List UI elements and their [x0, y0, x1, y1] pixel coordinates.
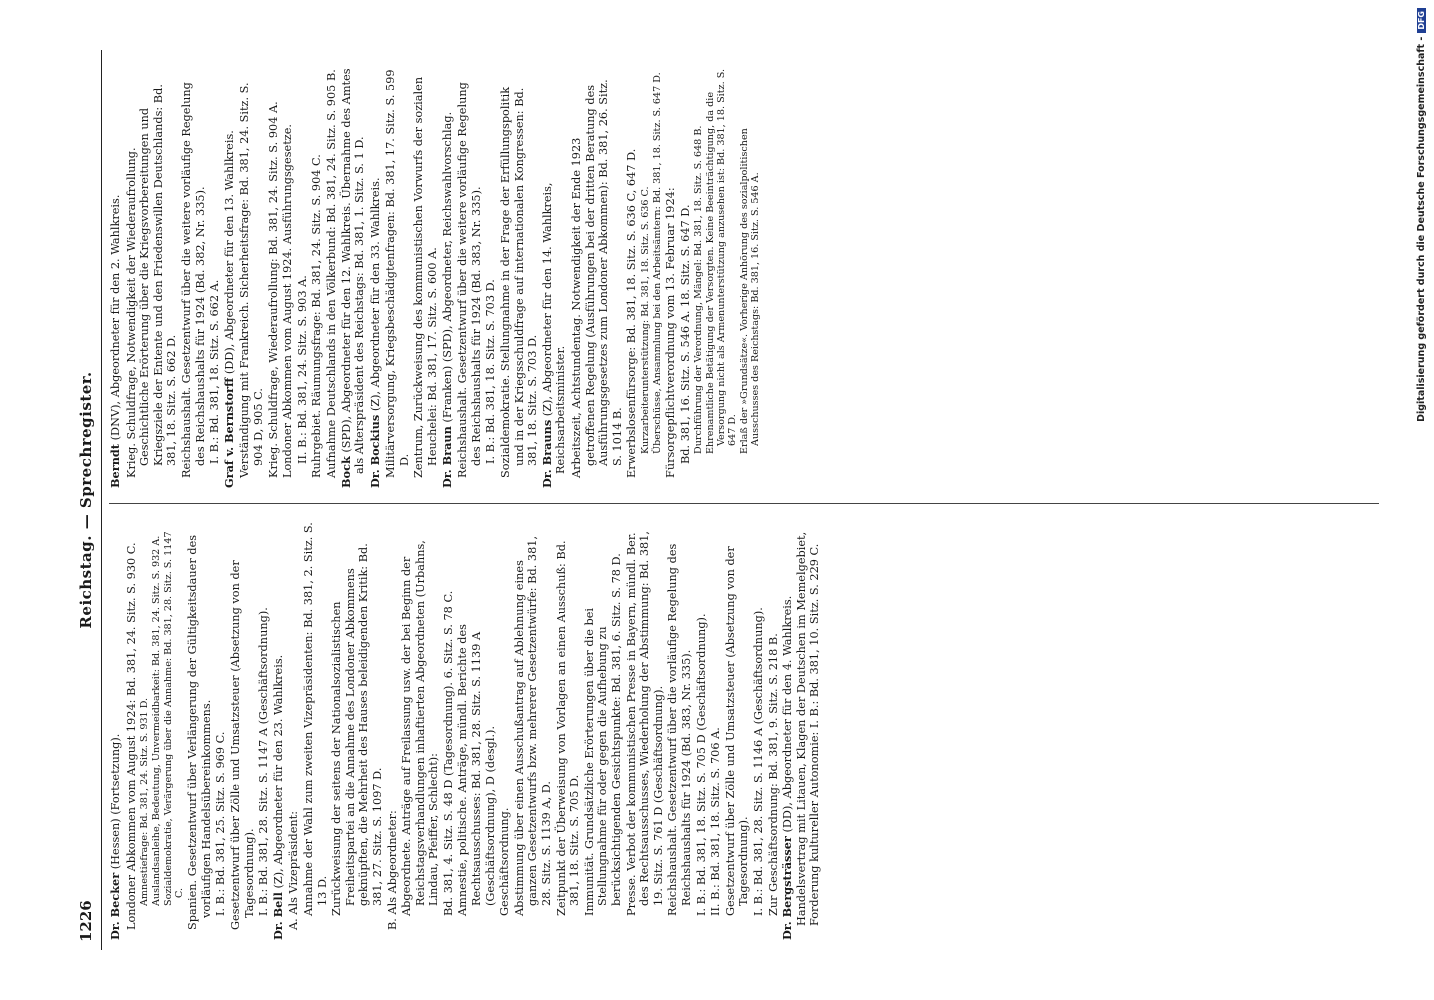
- register-item: Fürsorgepflichtverordnung vom 13. Februar 1924:: [663, 187, 677, 478]
- left-column: [109, 520, 824, 940]
- speaker-name: Graf v. Bernstorff: [221, 377, 236, 488]
- register-subnote: Ehrenamtliche Betätigung der Versorgten. Keine Beeinträchtigung, da die Versorgung nicht als Armenunterstützung anzusehen ist: Bd. 381, 18. Sitz. S. 647 D.: [705, 69, 739, 454]
- register-subnote: Sozialdemokratie, Verärgerung über die Annahme: Bd. 381, 28. Sitz. S. 1147 C.: [163, 531, 186, 906]
- register-item: Abgeordnete. Anträge auf Freilassung usw. der bei Beginn der Reichstagsverhandlungen inhaftierten Abgeordneten (Urbahns, Lindau, Pfeiffer, Schlecht):: [400, 540, 441, 916]
- speaker-details: (Franken) (SPD), Abgeordneter, Reichswahlvorschlag.: [440, 111, 454, 427]
- register-entry: [541, 68, 568, 488]
- register-item: Annahme der Wahl zum zweiten Vizepräsidenten: Bd. 381, 2. Sitz. S. 13 D.: [301, 522, 329, 916]
- register-entry: [223, 68, 237, 488]
- right-column: [109, 68, 762, 488]
- register-item: Abstimmung über einen Ausschußantrag auf Ablehnung eines ganzen Gesetzentwurfs bzw. mehrerer Gesetzentwürfe: Bd. 381, 28. Sitz. S. 1139 A, D.: [512, 535, 554, 916]
- register-subnote: Amnestiefrage: Bd. 381, 24. Sitz. S. 931 D.: [139, 697, 151, 906]
- register-entry: [369, 68, 383, 488]
- register-item: Zentrum, Zurückweisung des kommunistischen Vorwurfs der sozialen Heuchelei: Bd. 381, 17. Sitz. S. 600 A.: [412, 76, 440, 478]
- register-subnote: Erlaß der »Grundsätze«. Vorherige Anhörung des sozialpolitischen Ausschusses des Reichstags: Bd. 381, 16. Sitz. S. 546 A.: [739, 128, 762, 454]
- speaker-details: (DNV), Abgeordneter für den 2. Wahlkreis.: [109, 194, 122, 444]
- speaker-name: Dr. Braun: [439, 426, 454, 488]
- page-number: 1226: [77, 900, 95, 942]
- credit-text: Digitalisierung gefördert durch die Deutsche Forschungsgemeinschaft -: [1416, 36, 1427, 422]
- register-item: Geschäftsordnung.: [498, 807, 512, 916]
- register-item: B. Als Abgeordneter:: [385, 810, 399, 930]
- register-item: Spanien. Gesetzentwurf über Verlängerung der Gültigkeitsdauer des vorläufigen Handelsübereinkommens.: [186, 534, 213, 930]
- register-item: I. B.: Bd. 381, 25. Sitz. S. 969 C.: [214, 731, 228, 916]
- speaker-name: Bock: [338, 456, 353, 488]
- register-entry: [109, 68, 123, 488]
- speaker-name: Berndt: [108, 443, 122, 488]
- digitization-credit: [1416, 8, 1430, 992]
- register-item: Amnestie, politische. Anträge, mündl. Berichte des Rechtsausschusses: Bd. 381, 28. Sitz. S. 1139 A (Geschäftsordnung), D (desgl.).: [456, 624, 497, 916]
- register-subnote: Auslandsanleihe, Bedeutung, Unvermeidbarkeit: Bd. 381, 24. Sitz. S. 932 A.: [151, 535, 163, 906]
- register-item: I. B.: Bd. 381, 18. Sitz. S. 662 A.: [208, 279, 222, 464]
- register-item: Krieg. Schuldfrage, Notwendigkeit der Wiederaufrollung. Geschichtliche Erörterung über die Kriegsvorbereitungen und Kriegsziele der Entente und den Friedenswillen Deutschlands: Bd. 381, 18. Sitz. S. 662 D.: [124, 84, 179, 478]
- register-item: Bd. 381, 16. Sitz. S. 546 A. 18. Sitz. S. 647 D.: [678, 204, 692, 464]
- speaker-name: Dr. Bockius: [367, 414, 382, 488]
- register-item: Arbeitszeit, Achtstundentag. Notwendigkeit der Ende 1923 getroffenen Regelung (Ausführungen bei der dritten Beratung des Ausführungsgesetzes zum Londoner Abkommen): Bd. 381, 26. Sitz. S. 1014 B.: [570, 79, 624, 478]
- register-item: Gesetzentwurf über Zölle und Umsatzsteuer (Absetzung von der Tagesordnung).: [228, 560, 256, 930]
- register-item: Ruhrgebiet. Räumungsfrage: Bd. 381, 24. Sitz. S. 904 C.: [310, 154, 324, 478]
- register-subnote: Durchführung der Verordnung, Mängel: Bd. 381, 18. Sitz. S. 648 B.: [693, 125, 705, 454]
- dfg-logo: DFG: [1417, 8, 1426, 33]
- register-item: Gesetzentwurf über Zölle und Umsatzsteuer (Absetzung von der Tagesordnung).: [723, 546, 751, 916]
- speaker-details: (DD), Abgeordneter für den 13. Wahlkreis.: [222, 130, 236, 378]
- register-entry: [781, 520, 822, 940]
- register-item: II. B.: Bd. 381, 24. Sitz. S. 903 A.: [295, 275, 309, 464]
- register-subnote: Kurzarbeiterunterstützung: Bd. 381, 18. Sitz. S. 636 C.: [639, 186, 651, 454]
- register-entry: [441, 68, 455, 488]
- register-item: Erwerbslosenfürsorge: Bd. 381, 18. Sitz. S. 636 C, 647 D.: [625, 148, 639, 478]
- register-item: Militärversorgung, Kriegsbeschädigtenfragen: Bd. 381, 17. Sitz. S. 599 D.: [384, 69, 411, 478]
- register-item: Verständigung mit Frankreich. Sicherheitsfrage: Bd. 381, 24. Sitz. S. 904 D, 905 C.: [238, 82, 265, 478]
- register-item: Reichshaushalt. Gesetzentwurf über die weitere vorläufige Regelung des Reichshaushalts für 1924 (Bd. 383, Nr. 335).: [456, 82, 483, 478]
- register-item: I. B.: Bd. 381, 28. Sitz. S. 1147 A (Geschäftsordnung).: [257, 607, 271, 916]
- register-item: Reichshaushalt. Gesetzentwurf über die weitere vorläufige Regelung des Reichshaushalts für 1924 (Bd. 382, Nr. 335).: [179, 82, 207, 478]
- register-item: Londoner Abkommen vom August 1924: Bd. 381, 24. Sitz. S. 930 C.: [124, 542, 138, 930]
- register-item: Immunität. Grundsätzliche Erörterungen über die bei Stellungnahme für oder gegen die Aufhebung zu berücksichtigenden Gesichtspunkte: Bd. 381, 6. Sitz. S. 78 D.: [582, 553, 623, 916]
- speaker-name: Dr. Brauns: [539, 419, 554, 488]
- speaker-name: Dr. Bell: [270, 892, 285, 940]
- register-item: I. B.: Bd. 381, 28. Sitz. S. 1146 A (Geschäftsordnung).: [751, 607, 765, 916]
- register-item: Zur Geschäftsordnung: Bd. 381, 9. Sitz. S. 218 B.: [766, 633, 780, 916]
- page-header: [75, 50, 102, 950]
- page-title: Reichstag. — Sprechregister.: [77, 371, 95, 629]
- register-item: Krieg. Schuldfrage, Wiederaufrollung: Bd. 381, 24. Sitz. S. 904 A.: [266, 101, 280, 478]
- speaker-details: (DD), Abgeordneter für den 4. Wahlkreis. Handelsvertrag mit Litauen, Klagen der Deutschen im Memelgebiet, Forderung kultureller Autonomie: I. B.: Bd. 381, 10. Sitz. S. 229 C.: [781, 531, 822, 926]
- speaker-details: (SPD), Abgeordneter für den 12. Wahlkreis. Übernahme des Amtes als Alterspräsident des Reichstags: Bd. 381, 1. Sitz. S. 1 D.: [339, 68, 367, 474]
- speaker-details: (Hessen) (Fortsetzung).: [109, 733, 122, 873]
- speaker-details: (Z), Abgeordneter für den 33. Wahlkreis.: [368, 177, 382, 415]
- register-item: Zeitpunkt der Überweisung von Vorlagen an einen Ausschuß: Bd. 381, 18. Sitz. S. 705 D.: [554, 540, 582, 916]
- register-entry: [340, 68, 367, 488]
- register-item: Aufnahme Deutschlands in den Völkerbund: Bd. 381, 24. Sitz. S. 905 B.: [324, 69, 338, 478]
- register-entry: [272, 520, 286, 940]
- register-item: Londoner Abkommen vom August 1924. Ausführungsgesetze.: [281, 124, 295, 478]
- speaker-details: (Z), Abgeordneter für den 14. Wahlkreis, Reichsarbeitsminister.: [540, 182, 568, 474]
- register-entry: [109, 520, 123, 940]
- register-item: Reichshaushalt. Gesetzentwurf über die vorläufige Regelung des Reichshaushalts für 1924 (Bd. 383, Nr. 335).: [666, 543, 693, 916]
- register-subnote: Überschüsse, Ansammlung bei den Arbeitsämtern: Bd. 381, 18. Sitz. S. 647 D.: [651, 72, 663, 454]
- register-item: Zurückweisung der seitens der Nationalsozialistischen Freiheitspartei an die Annahme des Londoner Abkommens geknüpften, die Mehrheit des Hauses beleidigenden Kritik: Bd. 381, 27. Sitz. S. 1097 D.: [330, 543, 384, 916]
- speaker-name: Dr. Bergsträsser: [780, 836, 795, 940]
- register-item: II. B.: Bd. 381, 18. Sitz. S. 706 A.: [709, 727, 723, 916]
- register-item: I. B.: Bd. 381, 18. Sitz. S. 705 D (Geschäftsordnung).: [694, 613, 708, 916]
- register-item: I. B.: Bd. 381, 18. Sitz. S. 703 D.: [484, 279, 498, 464]
- register-item: Presse. Verbot der kommunistischen Presse in Bayern, mündl. Ber. des Rechtsausschusses, Wiederholung der Abstimmung: Bd. 381, 19. Sitz. S. 761 D (Geschäftsordnung).: [624, 531, 665, 916]
- register-item: Sozialdemokratie. Stellungnahme in der Frage der Erfüllungspolitik und in der Kriegsschuldfrage auf internationalen Kongressen: Bd. 381, 18. Sitz. S. 703 D.: [499, 86, 540, 478]
- scanned-page: [75, 50, 1385, 950]
- speaker-name: Dr. Becker: [108, 872, 122, 940]
- speaker-details: (Z), Abgeordneter für den 23. Wahlkreis.: [271, 654, 285, 893]
- register-item: Bd. 381, 4. Sitz. S. 48 D (Tagesordnung). 6. Sitz. S. 78 C.: [441, 590, 455, 916]
- column-divider: [109, 503, 1379, 504]
- register-item: A. Als Vizepräsident:: [287, 810, 301, 930]
